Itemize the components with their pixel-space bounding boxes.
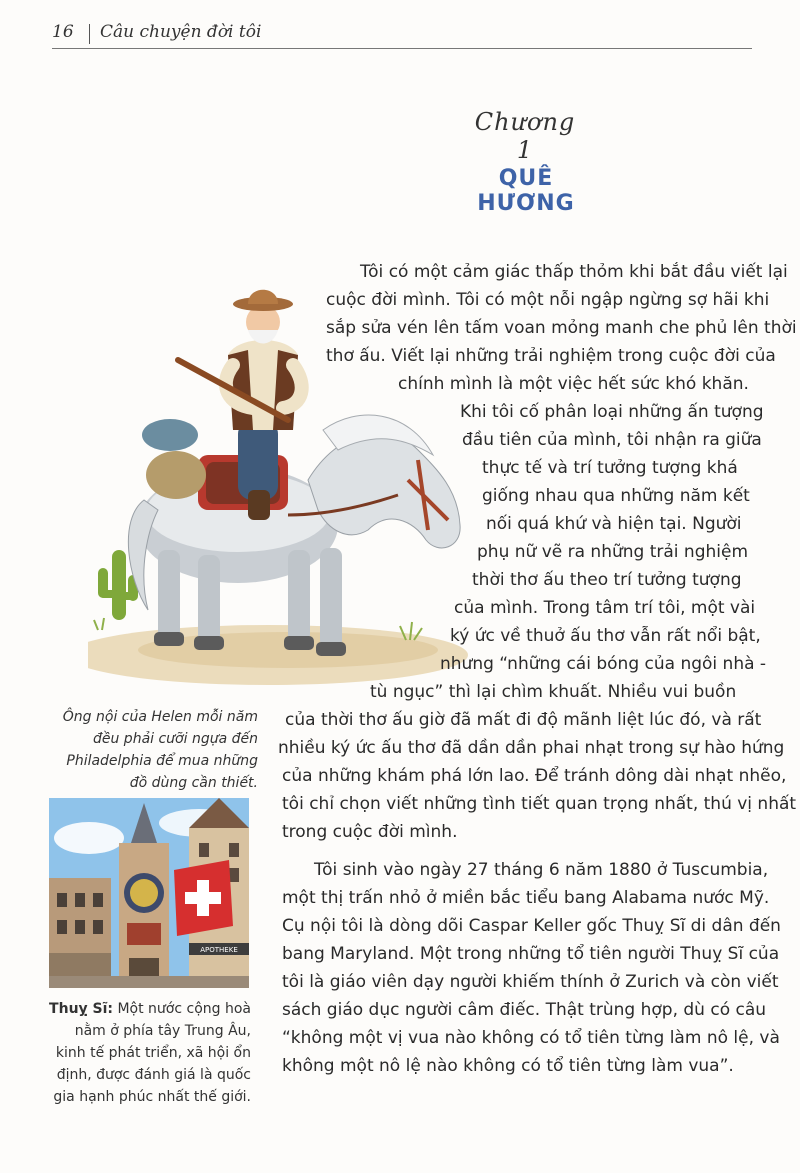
text-line: phụ nữ vẽ ra những trải nghiệm [477, 542, 749, 562]
chapter-title: QUÊ HƯƠNG [477, 166, 575, 216]
text-line: một thị trấn nhỏ ở miền bắc tiểu bang Alabama nước Mỹ. [282, 888, 770, 908]
text-line: Tôi sinh vào ngày 27 tháng 6 năm 1880 ở Tuscumbia, [314, 860, 769, 880]
text-line: giống nhau qua những năm kết [482, 486, 750, 506]
page-header [52, 22, 752, 48]
text-line: đầu tiên của mình, tôi nhận ra giữa [462, 430, 762, 450]
photo-caption [49, 998, 251, 1108]
text-line: chính mình là một việc hết sức khó khăn. [398, 374, 749, 394]
caption-term: Thuỵ Sĩ: [49, 1001, 114, 1017]
text-line: tôi chỉ chọn viết những tình tiết quan trọng nhất, thú vị nhất [282, 794, 797, 814]
running-title: Câu chuyện đời tôi [100, 22, 262, 42]
text-line: tôi là giáo viên dạy người khiếm thính ở Zurich và còn viết [282, 972, 779, 992]
text-line: trong cuộc đời mình. [282, 822, 458, 842]
text-line: của mình. Trong tâm trí tôi, một vài [454, 598, 756, 618]
header-divider [89, 24, 90, 44]
header-rule [52, 48, 752, 49]
swiss-town-photo [49, 798, 249, 988]
text-line: “không một vị vua nào không có tổ tiên từng làm nô lệ, và [282, 1028, 780, 1048]
text-line: nhưng “những cái bóng của ngôi nhà - [440, 654, 767, 674]
chapter-label: Chương 1 [474, 108, 576, 164]
page-number: 16 [52, 22, 74, 42]
text-line: ký ức về thuở ấu thơ vẫn rất nổi bật, [450, 626, 761, 646]
apotheke-sign: APOTHEKE [200, 946, 238, 954]
text-line: thơ ấu. Viết lại những trải nghiệm trong cuộc đời của [326, 346, 776, 366]
text-line: thời thơ ấu theo trí tưởng tượng [472, 570, 742, 590]
text-line: sắp sửa vén lên tấm voan mỏng manh che phủ lên thời [326, 318, 797, 338]
text-line: không một nô lệ nào không có tổ tiên từng làm vua”. [282, 1056, 734, 1076]
illustration-caption: Ông nội của Helen mỗi năm đều phải cưỡi ngựa đến Philadelphia để mua những đồ dùng cần thiết. [62, 709, 258, 791]
text-line: nối quá khứ và hiện tại. Người [486, 514, 742, 534]
text-line: của thời thơ ấu giờ đã mất đi độ mãnh liệt lúc đó, và rất [285, 710, 762, 730]
caption-text: Một nước cộng hoà nằm ở phía tây Trung Âu, kinh tế phát triển, xã hội ổn định, được đánh giá là quốc gia hạnh phúc nhất thế giới. [53, 1001, 251, 1105]
text-line: nhiều ký ức ấu thơ đã dần dần phai nhạt trong sự hào hứng [278, 738, 785, 758]
text-line: bang Maryland. Một trong những tổ tiên người Thuỵ Sĩ của [282, 944, 780, 964]
text-line: Khi tôi cố phân loại những ấn tượng [460, 402, 764, 422]
text-line: tù ngục” thì lại chìm khuất. Nhiều vui buồn [370, 682, 737, 702]
text-line: của những khám phá lớn lao. Để tránh dông dài nhạt nhẽo, [282, 766, 787, 786]
text-line: Cụ nội tôi là dòng dõi Caspar Keller gốc Thuỵ Sĩ di dân đến [282, 916, 781, 936]
text-line: thực tế và trí tưởng tượng khá [482, 458, 738, 478]
horse-rider-illustration [88, 280, 478, 690]
text-line: cuộc đời mình. Tôi có một nỗi ngập ngừng sợ hãi khi [326, 290, 770, 310]
text-line: sách giáo dục người câm điếc. Thật trùng hợp, dù có câu [282, 1000, 767, 1020]
text-line: Tôi có một cảm giác thấp thỏm khi bắt đầu viết lại [360, 262, 788, 282]
